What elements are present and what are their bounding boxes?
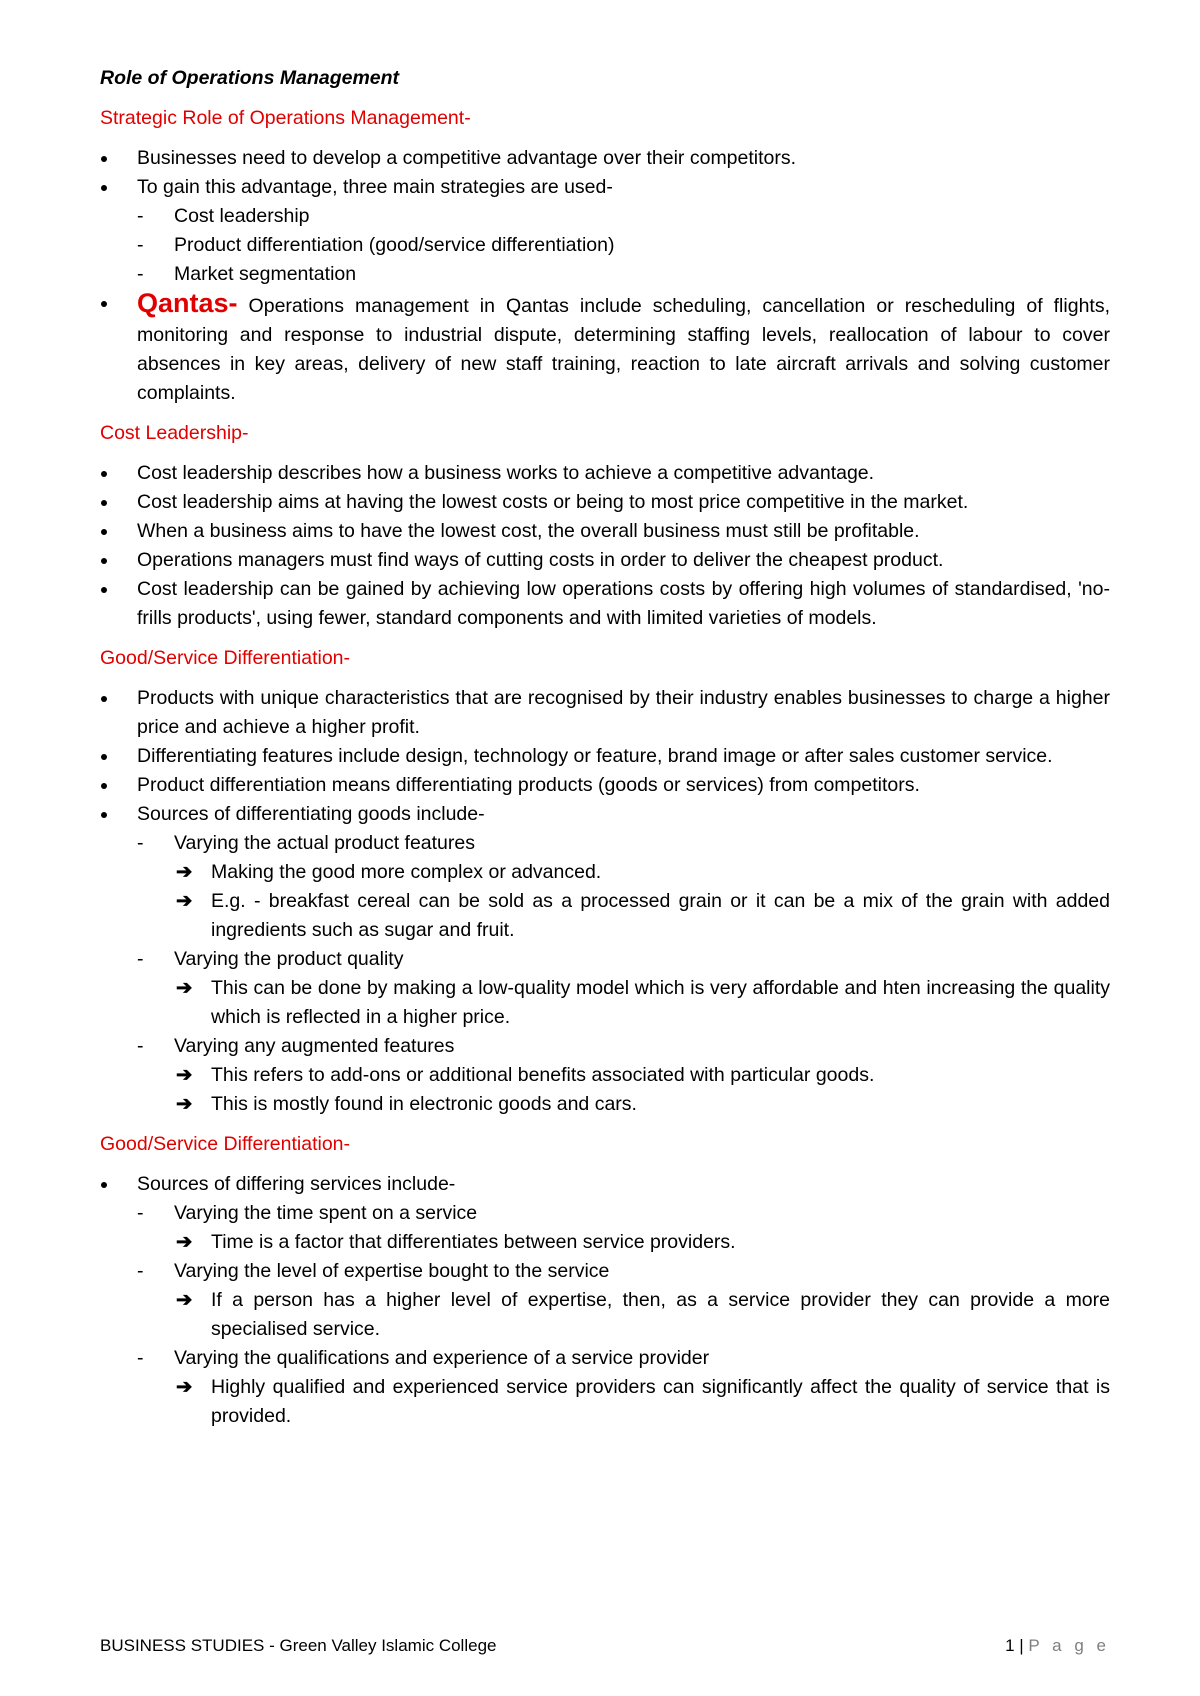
page-word: P a g e: [1028, 1636, 1110, 1655]
arrow-list: [174, 1286, 1110, 1344]
bullet-text: Sources of differing services include-: [137, 1173, 456, 1195]
bullet-list: [100, 1170, 1110, 1431]
bullet-list: [100, 459, 1110, 633]
page-number: 1: [1005, 1636, 1015, 1655]
dash-icon: -: [137, 1260, 144, 1282]
arrow-item-text: Time is a factor that differentiates between service providers.: [211, 1231, 736, 1253]
arrow-item: [174, 974, 1110, 1032]
bullet-item: [100, 684, 1110, 742]
arrow-item-text: Highly qualified and experienced service providers can significantly affect the quality of service that is provided.: [211, 1376, 1110, 1427]
arrow-right-icon: ➔: [176, 1064, 193, 1086]
bullet-item: [100, 742, 1110, 771]
dash-icon: -: [137, 832, 144, 854]
bullet-text: Cost leadership aims at having the lowest costs or being to most price competitive in the market.: [137, 491, 969, 513]
bullet-dot-icon: [101, 185, 107, 191]
sub-item: [137, 1199, 1110, 1257]
footer-school-label: BUSINESS STUDIES - Green Valley Islamic College: [100, 1636, 497, 1655]
bullet-item: [100, 1170, 1110, 1431]
bullet-text: Products with unique characteristics that are recognised by their industry enables businesses to charge a higher price and achieve a higher profit.: [137, 687, 1110, 738]
sub-item: [137, 260, 1110, 289]
bullet-dot-icon: [101, 783, 107, 789]
sub-item-text: Varying the qualifications and experience of a service provider: [174, 1347, 710, 1369]
arrow-right-icon: ➔: [176, 1093, 193, 1115]
section-heading: Good/Service Differentiation-: [100, 647, 351, 669]
dash-icon: -: [137, 948, 144, 970]
bullet-text: Operations management in Qantas include scheduling, cancellation or rescheduling of flights, monitoring and response to industrial dispute, determining staffing levels, reallocation of labour to cover absences in key areas, delivery of new staff training, reaction to late aircraft arrivals and solving customer complaints.: [137, 295, 1110, 404]
arrow-item-text: This is mostly found in electronic goods and cars.: [211, 1093, 637, 1115]
bullet-text: When a business aims to have the lowest cost, the overall business must still be profitable.: [137, 520, 920, 542]
arrow-item-text: If a person has a higher level of expertise, then, as a service provider they can provide a more specialised service.: [211, 1289, 1110, 1340]
dash-icon: -: [137, 205, 144, 227]
document-title: Role of Operations Management: [100, 67, 400, 89]
bullet-item: [100, 173, 1110, 289]
section-heading: Cost Leadership-: [100, 422, 249, 444]
bullet-dot-icon: [101, 587, 107, 593]
page-footer: [100, 1636, 1110, 1664]
footer-page-indicator: [1005, 1636, 1110, 1656]
bullet-text: Businesses need to develop a competitive advantage over their competitors.: [137, 147, 797, 169]
arrow-item-text: E.g. - breakfast cereal can be sold as a processed grain or it can be a mix of the grain with added ingredients such as sugar and fruit.: [211, 890, 1110, 941]
page-separator: |: [1019, 1636, 1024, 1655]
arrow-list: [174, 1373, 1110, 1431]
bullet-dot-icon: [101, 696, 107, 702]
bullet-dot-icon: [101, 558, 107, 564]
arrow-item: [174, 1090, 1110, 1119]
sub-item: [137, 231, 1110, 260]
arrow-item-text: This refers to add-ons or additional benefits associated with particular goods.: [211, 1064, 875, 1086]
arrow-list: [174, 1061, 1110, 1119]
bullet-text: Product differentiation means differentiating products (goods or services) from competitors.: [137, 774, 920, 796]
bullet-text: To gain this advantage, three main strategies are used-: [137, 176, 613, 198]
arrow-right-icon: ➔: [176, 861, 193, 883]
bullet-item: [100, 488, 1110, 517]
arrow-list: [174, 1228, 1110, 1257]
sub-item-text: Varying the actual product features: [174, 832, 475, 854]
arrow-item: [174, 1228, 1110, 1257]
bullet-item: [100, 289, 1110, 408]
sub-item-text: Varying any augmented features: [174, 1035, 455, 1057]
section-heading: Good/Service Differentiation-: [100, 1133, 351, 1155]
dash-icon: -: [137, 1202, 144, 1224]
bullet-item: [100, 144, 1110, 173]
bullet-text: Differentiating features include design, technology or feature, brand image or after sales customer service.: [137, 745, 1053, 767]
bullet-dot-icon: [101, 301, 107, 307]
sub-item-text: Varying the product quality: [174, 948, 404, 970]
sub-list: [137, 202, 1110, 289]
bullet-dot-icon: [101, 1182, 107, 1188]
arrow-list: [174, 858, 1110, 945]
bullet-list: [100, 684, 1110, 1119]
dash-icon: -: [137, 234, 144, 256]
sub-item: [137, 1257, 1110, 1344]
bullet-item: [100, 459, 1110, 488]
bullet-text: Cost leadership can be gained by achieving low operations costs by offering high volumes of standardised, 'no-frills products', using fewer, standard components and with limited varieties of models.: [137, 578, 1110, 629]
sub-item: [137, 1344, 1110, 1431]
sub-item: [137, 945, 1110, 1032]
bullet-dot-icon: [101, 812, 107, 818]
arrow-item-text: This can be done by making a low-quality model which is very affordable and hten increasing the quality which is reflected in a higher price.: [211, 977, 1110, 1028]
bullet-item: [100, 771, 1110, 800]
bullet-dot-icon: [101, 156, 107, 162]
sub-item-text: Varying the time spent on a service: [174, 1202, 478, 1224]
arrow-right-icon: ➔: [176, 1231, 193, 1253]
arrow-item: [174, 887, 1110, 945]
bullet-text: Sources of differentiating goods include-: [137, 803, 485, 825]
bullet-item: [100, 800, 1110, 1119]
arrow-item: [174, 1373, 1110, 1431]
bullet-item: [100, 575, 1110, 633]
arrow-right-icon: ➔: [176, 1376, 193, 1398]
arrow-list: [174, 974, 1110, 1032]
arrow-right-icon: ➔: [176, 1289, 193, 1311]
dash-icon: -: [137, 1347, 144, 1369]
bullet-list: [100, 144, 1110, 408]
sub-item: [137, 1032, 1110, 1119]
sub-item: [137, 829, 1110, 945]
sub-item-text: Product differentiation (good/service differentiation): [174, 234, 615, 256]
dash-icon: -: [137, 1035, 144, 1057]
sub-item-text: Market segmentation: [174, 263, 357, 285]
arrow-right-icon: ➔: [176, 890, 193, 912]
bullet-dot-icon: [101, 529, 107, 535]
sub-item: [137, 202, 1110, 231]
bullet-item: [100, 517, 1110, 546]
arrow-right-icon: ➔: [176, 977, 193, 999]
bullet-lead-label: Qantas-: [137, 288, 238, 318]
arrow-item: [174, 1061, 1110, 1090]
bullet-dot-icon: [101, 754, 107, 760]
arrow-item: [174, 1286, 1110, 1344]
dash-icon: -: [137, 263, 144, 285]
sub-list: [137, 1199, 1110, 1431]
section-heading: Strategic Role of Operations Management-: [100, 107, 471, 129]
sub-item-text: Varying the level of expertise bought to the service: [174, 1260, 610, 1282]
arrow-item-text: Making the good more complex or advanced.: [211, 861, 602, 883]
bullet-text: Cost leadership describes how a business works to achieve a competitive advantage.: [137, 462, 875, 484]
bullet-text: Operations managers must find ways of cutting costs in order to deliver the cheapest product.: [137, 549, 944, 571]
sub-item-text: Cost leadership: [174, 205, 310, 227]
arrow-item: [174, 858, 1110, 887]
sub-list: [137, 829, 1110, 1119]
bullet-item: [100, 546, 1110, 575]
bullet-dot-icon: [101, 471, 107, 477]
document-body: [100, 104, 1110, 1431]
bullet-dot-icon: [101, 500, 107, 506]
document-page: [100, 64, 1110, 1442]
